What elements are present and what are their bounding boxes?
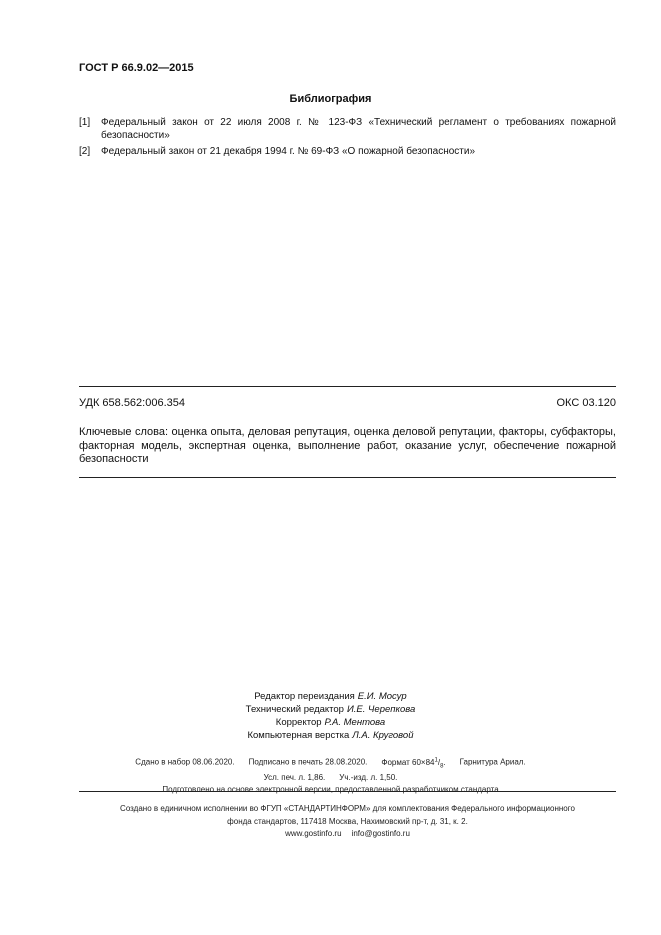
oks-code: ОКС 03.120	[556, 397, 616, 409]
credit-name: Р.А. Ментова	[324, 717, 386, 728]
credit-role: Технический редактор	[245, 704, 344, 715]
credit-line	[0, 703, 661, 716]
print-info-line	[0, 754, 661, 772]
print-info-line	[0, 772, 661, 784]
bibliography-item-text: Федеральный закон от 21 декабря 1994 г. № 69-ФЗ «О пожарной безопасности»	[101, 146, 476, 157]
typeface: Гарнитура Ариал.	[459, 757, 526, 767]
credit-role: Редактор переиздания	[254, 691, 355, 702]
divider-top	[79, 386, 616, 387]
credit-role: Корректор	[275, 717, 322, 728]
document-code: ГОСТ Р 66.9.02—2015	[79, 62, 194, 74]
signed-to-print: Подписано в печать 28.08.2020.	[248, 757, 368, 767]
email-link[interactable]: info@gostinfo.ru	[351, 829, 410, 838]
prepared-note: Подготовлено на основе электронной версии, предоставленной разработчиком стандарта	[162, 785, 499, 795]
footer-line: фонда стандартов, 117418 Москва, Нахимовский пр-т, д. 31, к. 2.	[227, 816, 468, 826]
publisher-sheets: Уч.-изд. л. 1,50.	[339, 773, 398, 783]
credit-line	[0, 716, 661, 729]
print-info	[0, 754, 661, 796]
bibliography-item	[79, 116, 616, 142]
footer-contacts	[79, 828, 616, 841]
bibliography-title: Библиография	[289, 93, 372, 105]
credit-name: Е.И. Мосур	[357, 691, 407, 702]
print-sheets: Усл. печ. л. 1,86.	[263, 773, 326, 783]
bibliography-item	[79, 145, 616, 158]
udc-code: УДК 658.562:006.354	[79, 397, 185, 409]
divider-footer	[79, 791, 616, 792]
keywords: Ключевые слова: оценка опыта, деловая репутация, оценка деловой репутации, факторы, субфакторы, факторная модель, экспертная оценка, выполнение работ, оказание услуг, обеспечение пожарной безопасности	[79, 426, 616, 465]
bibliography-item-number: [2]	[79, 146, 91, 157]
credit-line	[0, 690, 661, 703]
website-link[interactable]: www.gostinfo.ru	[285, 829, 342, 838]
sent-to-set: Сдано в набор 08.06.2020.	[135, 757, 235, 767]
footer-line: Создано в единичном исполнении во ФГУП «СТАНДАРТИНФОРМ» для комплектования Федерального информационного	[120, 804, 575, 813]
credit-name: И.Е. Черепкова	[346, 704, 416, 715]
credits-block	[0, 690, 661, 742]
credit-role: Компьютерная верстка	[247, 730, 350, 741]
bibliography-item-text: Федеральный закон от 22 июля 2008 г. № 123-ФЗ «Технический регламент о требованиях пожарной безопасности»	[101, 117, 616, 141]
divider-bottom	[79, 477, 616, 478]
footer	[79, 803, 616, 841]
credit-name: Л.А. Круговой	[352, 730, 414, 741]
credit-line	[0, 729, 661, 742]
bibliography-item-number: [1]	[79, 117, 91, 128]
paper-format: Формат $60\times 84^1/_8$.	[381, 757, 446, 770]
